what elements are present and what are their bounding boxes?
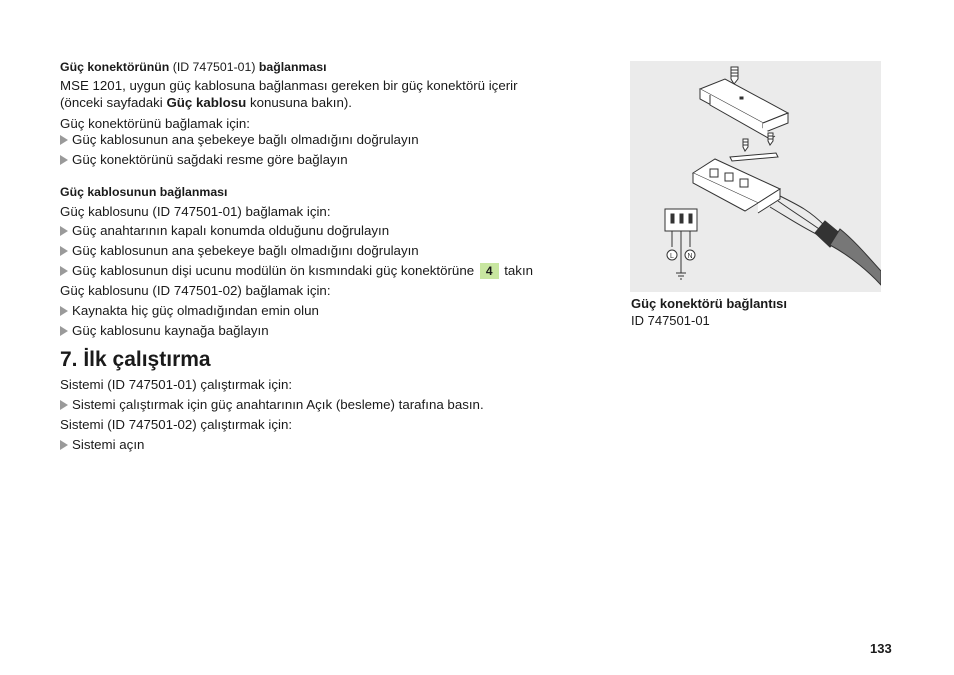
figure-caption-id: ID 747501-01 (631, 313, 710, 328)
page-number: 133 (870, 641, 892, 656)
step-item (60, 152, 348, 168)
step-text: Güç konektörünü sağdaki resme göre bağlayın (72, 152, 348, 167)
step-item (60, 303, 319, 319)
step-item (60, 243, 419, 259)
arrow-bullet-icon (60, 306, 68, 316)
instruction-intro: Sistemi (ID 747501-02) çalıştırmak için: (60, 417, 293, 432)
heading-part: Güç konektörünün (60, 60, 170, 74)
step-item (60, 437, 144, 453)
arrow-bullet-icon (60, 226, 68, 236)
arrow-bullet-icon (60, 400, 68, 410)
text-bold: Güç kablosu (166, 95, 247, 110)
instruction-intro: Güç kablosunu (ID 747501-02) bağlamak için: (60, 283, 331, 298)
connector-exploded-view (630, 61, 881, 292)
step-text: Güç kablosunun ana şebekeye bağlı olmadığını doğrulayın (72, 243, 419, 258)
live-terminal-label: L (670, 253, 674, 260)
paragraph-line: MSE 1201, uygun güç kablosuna bağlanması gereken bir güç konektörü içerir (60, 78, 518, 93)
step-text: Güç kablosunu kaynağa bağlayın (72, 323, 269, 338)
section-heading-connector (60, 59, 327, 75)
text: (önceki sayfadaki (60, 95, 167, 110)
connector-illustration (630, 61, 881, 292)
arrow-bullet-icon (60, 326, 68, 336)
figure-caption-title: Güç konektörü bağlantısı (631, 296, 788, 311)
arrow-bullet-icon (60, 440, 68, 450)
neutral-terminal-label: N (687, 253, 693, 260)
instruction-intro: Sistemi (ID 747501-01) çalıştırmak için: (60, 377, 293, 392)
instruction-intro: Güç kablosunu (ID 747501-01) bağlamak için: (60, 204, 331, 219)
step-text: takın (504, 263, 534, 278)
heading-part: bağlanması (258, 60, 327, 74)
step-item (60, 132, 419, 148)
paragraph-line (60, 95, 352, 111)
chapter-title: 7. İlk çalıştırma (60, 348, 211, 371)
step-item (60, 323, 269, 339)
text: konusuna bakın). (246, 95, 352, 110)
step-text: Kaynakta hiç güç olmadığından emin olun (72, 303, 319, 318)
step-text: Sistemi açın (72, 437, 145, 452)
step-text: Sistemi çalıştırmak için güç anahtarının Açık (besleme) tarafına basın. (72, 397, 484, 412)
step-item (60, 397, 484, 413)
arrow-bullet-icon (60, 135, 68, 145)
section-heading-cable: Güç kablosunun bağlanması (60, 185, 228, 199)
step-text: Güç anahtarının kapalı konumda olduğunu doğrulayın (72, 223, 390, 238)
reference-badge: 4 (480, 263, 499, 279)
heading-part: (ID 747501-01) (169, 60, 259, 74)
step-text: Güç kablosunun ana şebekeye bağlı olmadığını doğrulayın (72, 132, 419, 147)
step-text: Güç kablosunun dişi ucunu modülün ön kısmındaki güç konektörüne (72, 263, 475, 278)
arrow-bullet-icon (60, 155, 68, 165)
arrow-bullet-icon (60, 246, 68, 256)
step-item (60, 263, 533, 279)
instruction-intro: Güç konektörünü bağlamak için: (60, 116, 250, 131)
step-item (60, 223, 389, 239)
arrow-bullet-icon (60, 266, 68, 276)
